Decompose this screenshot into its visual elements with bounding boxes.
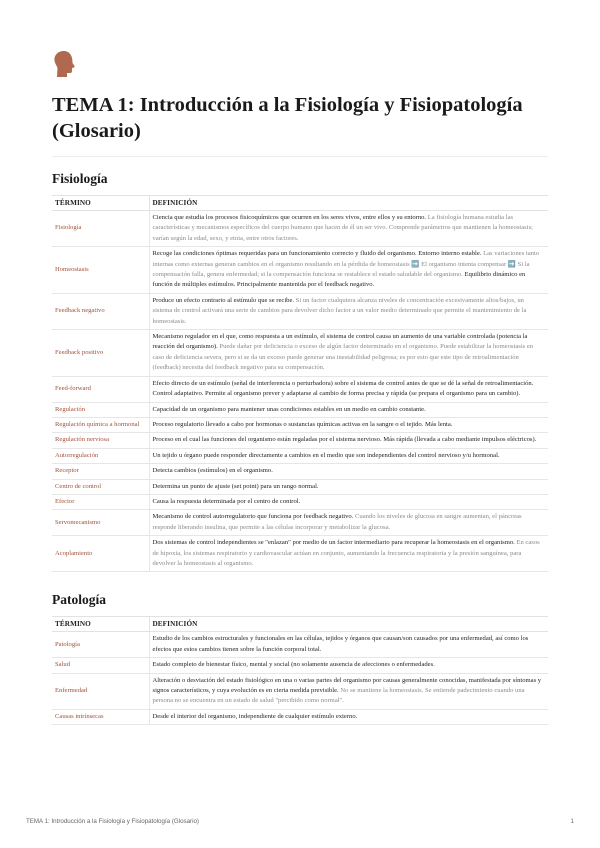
definition-text: Produce un efecto contrario al estímulo que se recibe. [152, 296, 295, 304]
definition-text: Proceso en el cual las funciones del organismo están regaladas por el sistema nervioso. Más rápida (llevada a cabo mediante impulsos eléctricos). [152, 436, 537, 444]
table-row [52, 247, 548, 294]
definition-text: Recoge las condiciones óptimas requeridas para un funcionamiento correcto y fluido del organismo. Entorno interno estable. [152, 250, 482, 258]
table-row [52, 464, 548, 479]
document-page [52, 50, 548, 725]
table-row [52, 433, 548, 448]
glossary-term: Fisiología [52, 211, 149, 247]
definition-text: Ciencia que estudia los procesos fisicoquímicos que ocurren en los seres vivos, entre ellos y su entorno. [152, 214, 427, 221]
glossary-definition [149, 247, 548, 294]
glossary-definition [149, 448, 548, 463]
head-silhouette-icon [52, 50, 78, 80]
glossary-definition [149, 673, 548, 709]
glossary-definition [149, 494, 548, 509]
definition-text: Un tejido u órgano puede responder directamente a cambios en el medio que son independientes del control nervioso y/u hormonal. [152, 451, 500, 459]
section-heading-fisiologia: Fisiología [52, 171, 108, 186]
definition-note: Si un factor cualquiera alcanza niveles de concentración excesivamente altos/bajos, un sistema de control activará una serie de cambios para devolver dicho factor a un valor medio determinado que permite el mantenimiento de la homeostasis. [152, 296, 527, 325]
table-row [52, 709, 548, 724]
footer-title: TEMA 1: Introducción a la Fisiología y Fisiopatología (Glosario) [26, 818, 199, 825]
table-row [52, 417, 548, 432]
glossary-term: Salud [52, 658, 149, 673]
table-row [52, 510, 548, 536]
glossary-definition [149, 709, 548, 724]
glossary-term: Servomecanismo [52, 510, 149, 536]
definition-text: Detecta cambios (estímulos) en el organismo. [152, 467, 273, 475]
page-number: 1 [570, 818, 574, 825]
glossary-definition [149, 293, 548, 329]
table-row [52, 494, 548, 509]
glossary-definition [149, 433, 548, 448]
table-row [52, 673, 548, 709]
glossary-definition [149, 510, 548, 536]
glossary-term: Feedback negativo [52, 293, 149, 329]
definition-text: Estudio de los cambios estructurales y funcionales en las células, tejidos y órganos que causan/son causados por una enfermedad, así como los efectos que estos cambios tienen sobre la función corporal total. [152, 635, 529, 653]
table-row [52, 330, 548, 377]
column-header-term: TÉRMINO [52, 196, 149, 211]
page-title: TEMA 1: Introducción a la Fisiología y Fisiopatología (Glosario) [52, 94, 523, 142]
table-row [52, 479, 548, 494]
glossary-definition [149, 330, 548, 377]
definition-text: Estado completo de bienestar físico, mental y social (no solamente ausencia de afecciones o enfermedades. [152, 661, 435, 669]
glossary-term: Efector [52, 494, 149, 509]
definition-text: Mecanismo regulador en el que, como respuesta a un estímulo, el sistema de control causa un aumento de una variable controlada (potencia la reacción del organismo). [152, 333, 528, 351]
definition-note: Las variaciones tanto internas como externas generan cambios en el organismo resultando en la pérdida de homeostasis ➡️ El organismo intenta compensar ➡️ Si la compensación falla, genera enfermedad; si la compensación funciona se restablece el estado saludable del organismo. [152, 250, 540, 279]
definition-text: Proceso regulatorio llevado a cabo por hormonas o sustancias químicas activas en la sangre o el tejido. Más lenta. [152, 420, 453, 428]
definition-note: En casos de hipoxia, los sistemas respiratorio y cardiovascular actúan en conjunto, aumentando la frecuencia respiratoria y la presión sanguínea, para devolver la homeostasis al organismo. [152, 539, 540, 567]
definition-text: Efecto directo de un estímulo (señal de interferencia o perturbadora) sobre el sistema de control antes de que se dé la señal de retroalimentación. Control adaptativo. Permite al organismo prever y adaptarse al cambio de forma precisa y rápida (se prepara el organismo para un cambio). [152, 379, 534, 398]
table-row [52, 632, 548, 658]
table-header-row [52, 196, 548, 211]
column-header-definition: DEFINICIÓN [149, 196, 548, 211]
glossary-term: Enfermedad [52, 673, 149, 709]
definition-note: No se mantiene la homeostasis. Se entiende padecimiento cuando una persona no se encuentra en un estado de salud "percibido como normal". [152, 687, 525, 705]
glossary-definition [149, 402, 548, 417]
glossary-term: Feedback positivo [52, 330, 149, 377]
glossary-definition [149, 376, 548, 402]
glossary-definition [149, 658, 548, 673]
table-row [52, 448, 548, 463]
glossary-definition [149, 417, 548, 432]
table-header-row [52, 617, 548, 632]
table-row [52, 658, 548, 673]
glossary-term: Acoplamiento [52, 536, 149, 572]
definition-text: Desde el interior del organismo, independiente de cualquier estímulo externo. [152, 712, 358, 720]
glossary-term: Autorregulación [52, 448, 149, 463]
glossary-definition [149, 211, 548, 247]
glossary-term: Regulación [52, 402, 149, 417]
definition-note: La fisiología humana estudia las características y mecanismos específicos del cuerpo humano que hacen de él un ser vivo. Comprende parámetros que mantienen la homeostasis; varían según la edad, sexo, y etnia, entre otros factores. [152, 214, 533, 242]
definition-text: Capacidad de un organismo para mantener unas condiciones estables en un medio en cambio constante. [152, 405, 426, 413]
section-heading-patologia: Patología [52, 592, 106, 608]
column-header-definition: DEFINICIÓN [149, 617, 548, 632]
glossary-term: Homeostasis [52, 247, 149, 294]
definition-text: Alteración o desviación del estado fisiológico en una o varias partes del organismo por causas generalmente conocidas, manifestada por síntomas y signos característicos, y cuya evolución es en cierta medida previsible. [152, 676, 542, 694]
glossary-term: Centro de control [52, 479, 149, 494]
glossary-term: Feed-forward [52, 376, 149, 402]
definition-text-continued: Equilibrio dinámico en función de múltiples estímulos. Principalmente mantenida por el feedback negativo. [152, 271, 526, 289]
glossary-term: Patología [52, 632, 149, 658]
definition-note: Cuando los niveles de glucosa en sangre aumentan, el páncreas responde liberando insulina, que permite a las células incorporar y metabolizar la glucosa. [152, 513, 522, 531]
glossary-definition [149, 536, 548, 572]
table-row [52, 376, 548, 402]
definition-note: Puede dañar por deficiencia o exceso de algún factor determinado en el organismo. Puede estabilizar la homeostasis en caso de deficiencia severa, pero si se da un exceso puede generar una inestabilidad peligrosa; es por esto que este tipo de retroalimentación (feedback) necesita del feedback negativo para su compensación. [152, 343, 534, 372]
glossary-table-fisiologia [52, 195, 548, 572]
glossary-term: Regulación nerviosa [52, 433, 149, 448]
definition-text: Mecanismo de control autorregulatorio que funciona por feedback negativo. [152, 513, 354, 521]
glossary-term: Causas intrínsecas [52, 709, 149, 724]
glossary-definition [149, 479, 548, 494]
definition-text: Dos sistemas de control independientes se "enlazan" por medio de un factor intermediario para recuperar la homeostasis en el organismo. [152, 539, 515, 547]
table-row [52, 211, 548, 247]
table-row [52, 293, 548, 329]
table-row [52, 536, 548, 572]
glossary-table-patologia [52, 616, 548, 725]
glossary-definition [149, 632, 548, 658]
table-row [52, 402, 548, 417]
column-header-term: TÉRMINO [52, 617, 149, 632]
title-divider [52, 156, 548, 157]
page-footer [26, 818, 574, 825]
glossary-term: Regulación química a hormonal [52, 417, 149, 432]
glossary-definition [149, 464, 548, 479]
glossary-term: Receptor [52, 464, 149, 479]
definition-text: Causa la respuesta determinada por el centro de control. [152, 497, 301, 505]
definition-text: Determina un punto de ajuste (set point) para un rango normal. [152, 482, 319, 490]
